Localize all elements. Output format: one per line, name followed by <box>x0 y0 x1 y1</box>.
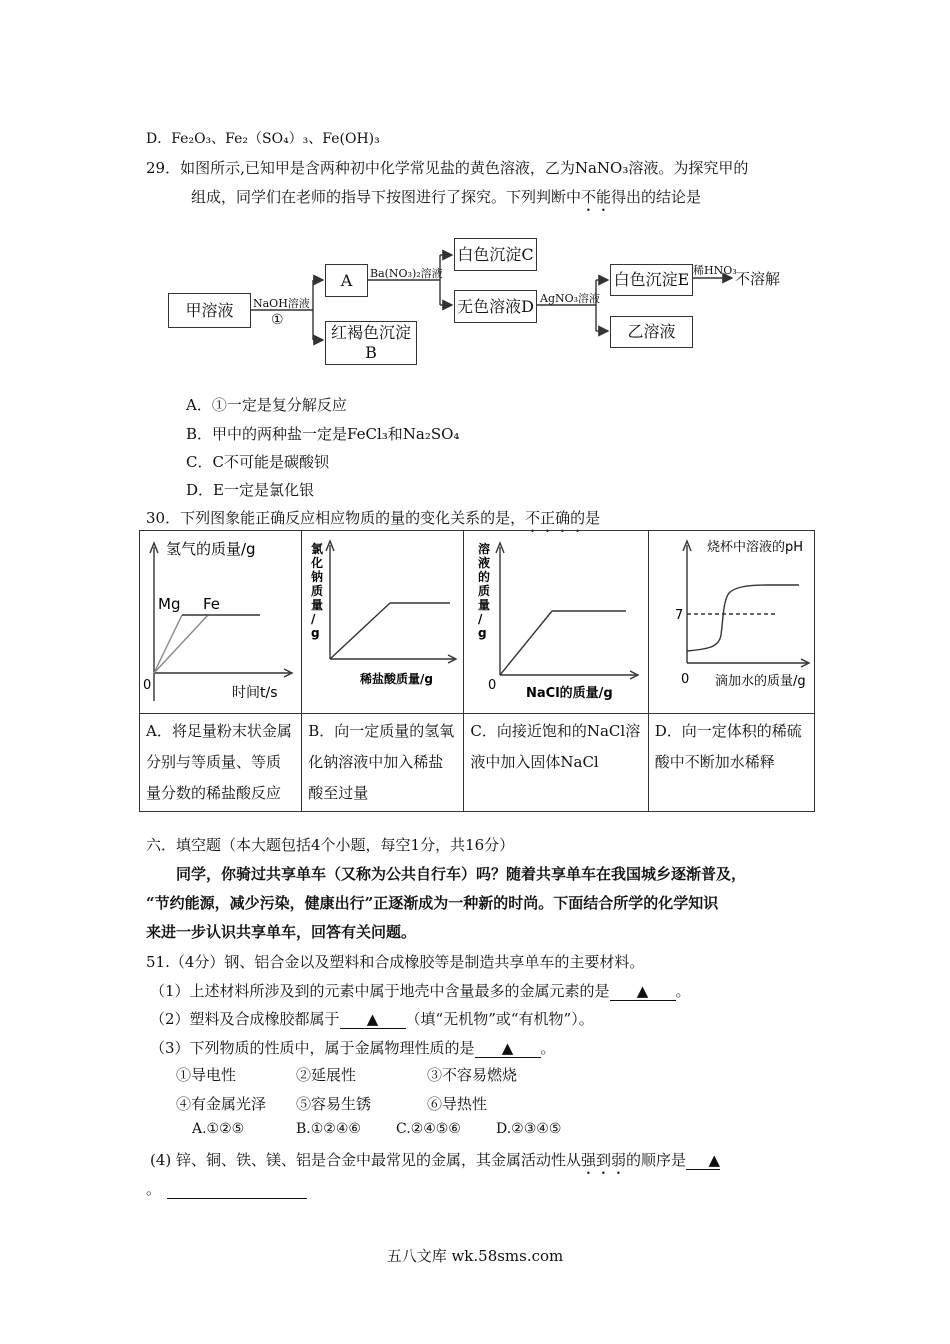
box-a: A <box>325 264 368 297</box>
ylabel-char: g <box>478 626 487 640</box>
choice-a: A.①②⑤ <box>192 1121 245 1137</box>
graph-b-ylabel <box>310 541 323 640</box>
graph-cell-b <box>302 531 464 714</box>
property-5: ⑤容易生锈 <box>296 1095 372 1113</box>
graph-c-ylabel <box>478 541 490 640</box>
graph-a-origin: 0 <box>143 678 152 693</box>
answer-blank-4-cont[interactable] <box>167 1180 307 1199</box>
ylabel-char: 量 <box>311 598 324 612</box>
graph-d-tick7: 7 <box>674 608 684 623</box>
emphasis-dots: 不正确的 <box>525 509 586 527</box>
graph-b-caption: B．向一定质量的氢氧化钠溶液中加入稀盐酸至过量 <box>308 722 455 802</box>
q29-option-a: A．①一定是复分解反应 <box>186 396 347 414</box>
graph-a-caption: A．将足量粉末状金属分别与等质量、等质量分数的稀盐酸反应 <box>146 722 292 802</box>
q51-part1: （1）上述材料所涉及到的元素中属于地壳中含量最多的金属元素的是 ▲ 。 <box>150 982 691 1000</box>
graph-cell-d <box>648 531 814 714</box>
caption-cell-a <box>140 714 302 812</box>
label-insoluble: 不溶解 <box>735 270 781 288</box>
ylabel-char: 量 <box>478 598 491 612</box>
emphasis-dots: 强到弱 <box>581 1151 627 1169</box>
answer-blank-2[interactable]: ▲ <box>340 1010 406 1029</box>
label-bano3: Ba(NO₃)₂溶液 <box>370 267 443 280</box>
box-e: 白色沉淀E <box>610 264 693 296</box>
answer-blank-3[interactable]: ▲ <box>475 1039 541 1058</box>
graph-a-mg-label: Mg <box>158 595 181 613</box>
graph-d-origin: 0 <box>680 672 690 687</box>
property-1: ①导电性 <box>176 1066 237 1084</box>
box-c: 白色沉淀C <box>454 238 537 271</box>
ylabel-char: / <box>478 612 483 626</box>
graph-d-caption: D．向一定体积的稀硫酸中不断加水稀释 <box>654 722 802 771</box>
ylabel-char: g <box>311 626 320 640</box>
graph-a-xlabel: 时间t/s <box>232 685 278 701</box>
ylabel-char: 钠 <box>311 570 324 584</box>
graph-cell-c <box>464 531 648 714</box>
ylabel-char: 液 <box>478 556 491 570</box>
q51-stem: 51.（4分）钢、铝合金以及塑料和合成橡胶等是制造共享单车的主要材料。 <box>146 953 645 971</box>
q51-part2: （2）塑料及合成橡胶都属于 ▲ （填“无机物”或“有机物”）。 <box>150 1010 594 1028</box>
graph-c-xlabel: NaCl的质量/g <box>526 686 614 701</box>
graph-a-fe-label: Fe <box>203 595 221 613</box>
section6-intro-line2: “节约能源，减少污染，健康出行”正逐渐成为一种新的时尚。下面结合所学的化学知识 <box>146 894 719 912</box>
ylabel-char: 质 <box>478 584 491 598</box>
ylabel-char: / <box>311 612 316 626</box>
graph-c-caption: C．向接近饱和的NaCl溶液中加入固体NaCl <box>470 722 641 771</box>
section6-intro-line1: 同学，你骑过共享单车（又称为公共自行车）吗？随着共享单车在我国城乡逐渐普及， <box>176 865 747 883</box>
property-2: ②延展性 <box>296 1066 357 1084</box>
label-step1: ① <box>271 312 284 328</box>
graph-a <box>140 531 300 709</box>
graph-a-ylabel: 氢气的质量/g <box>166 540 256 558</box>
label-agno3: AgNO₃溶液 <box>540 292 601 305</box>
choice-d: D.②③④⑤ <box>496 1121 562 1137</box>
q51-part4: (4) 锌、铜、铁、镁、铝是合金中最常见的金属，其金属活动性从强到弱的顺序是 ▲ <box>150 1151 721 1169</box>
q51-part4-tail: 。 <box>146 1178 307 1199</box>
ylabel-char: 的 <box>478 570 491 584</box>
box-b: 红褐色沉淀 B <box>325 321 417 365</box>
graph-c <box>464 531 646 709</box>
label-naoh: NaOH溶液 <box>253 297 310 310</box>
graph-c-origin: 0 <box>488 678 497 693</box>
caption-cell-b <box>302 714 464 812</box>
q29-stem-line1: 29．如图所示,已知甲是含两种初中化学常见盐的黄色溶液，乙为NaNO₃溶液。为探究甲的 <box>146 159 749 177</box>
q30-graph-table <box>139 530 815 812</box>
section6-intro-line3: 来进一步认识共享单车，回答有关问题。 <box>146 923 417 941</box>
box-d: 无色溶液D <box>454 290 537 323</box>
box-yi: 乙溶液 <box>610 316 693 348</box>
q29-option-c: C．C不可能是碳酸钡 <box>186 453 329 471</box>
section6-title: 六．填空题（本大题包括4个小题，每空1分，共16分） <box>146 836 515 854</box>
property-4: ④有金属光泽 <box>176 1095 267 1113</box>
q29-option-d: D．E一定是氯化银 <box>186 481 314 499</box>
graph-cell-a <box>140 531 302 714</box>
q28-option-d: D．Fe₂O₃、Fe₂（SO₄）₃、Fe(OH)₃ <box>146 131 380 147</box>
label-hno3: 稀HNO₃ <box>693 264 737 277</box>
q29-stem-line2: 组成，同学们在老师的指导下按图进行了探究。下列判断中不能得出的结论是 <box>191 188 702 206</box>
emphasis-dots: 不能 <box>581 188 612 206</box>
q29-option-b: B．甲中的两种盐一定是FeCl₃和Na₂SO₄ <box>186 425 460 443</box>
graph-d <box>649 531 813 709</box>
caption-cell-c <box>464 714 648 812</box>
choice-c: C.②④⑤⑥ <box>396 1121 461 1137</box>
graph-b-xlabel: 稀盐酸质量/g <box>360 672 434 686</box>
choice-b: B.①②④⑥ <box>296 1121 361 1137</box>
graph-b-ylabel-vertical <box>310 541 323 640</box>
ylabel-char: 溶 <box>478 542 491 556</box>
graph-d-ylabel: 烧杯中溶液的pH <box>706 540 803 555</box>
ylabel-char: 质 <box>311 584 324 598</box>
property-6: ⑥导热性 <box>427 1095 488 1113</box>
ylabel-char: 氯 <box>311 542 324 556</box>
answer-blank-1[interactable]: ▲ <box>610 982 676 1001</box>
answer-blank-4[interactable]: ▲ <box>686 1151 720 1170</box>
graph-d-xlabel: 滴加水的质量/g <box>714 674 806 689</box>
property-3: ③不容易燃烧 <box>427 1066 518 1084</box>
flow-arrows <box>0 0 950 380</box>
ylabel-char: 化 <box>311 556 324 570</box>
caption-cell-d <box>648 714 814 812</box>
box-jia-solution: 甲溶液 <box>168 293 251 328</box>
page-footer: 五八文库 wk.58sms.com <box>386 1247 564 1265</box>
graph-b <box>302 531 462 709</box>
q51-part3: （3）下列物质的性质中，属于金属物理性质的是 ▲ 。 <box>150 1039 556 1057</box>
q30-stem: 30．下列图象能正确反应相应物质的量的变化关系的是，不正确的是 <box>146 509 601 527</box>
